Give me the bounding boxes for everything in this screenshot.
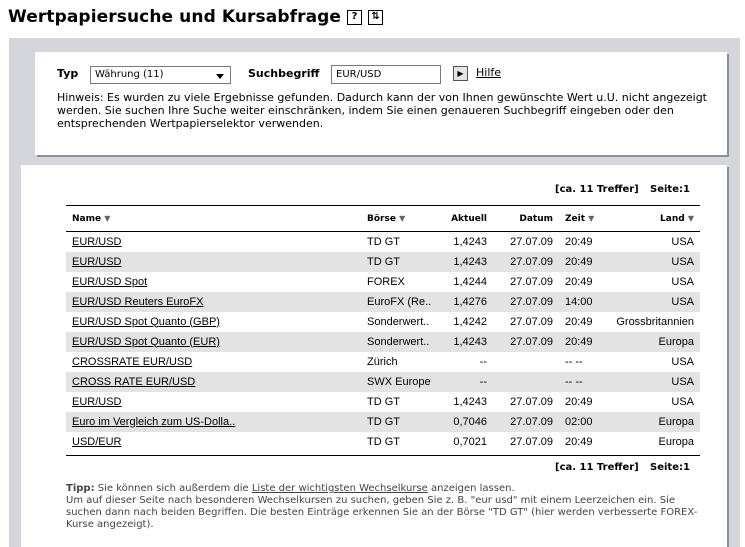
- cell-boerse: TD GT: [367, 435, 400, 448]
- table-header-row: [66, 206, 700, 232]
- cell-aktuell: --: [443, 372, 493, 392]
- cell-name: [66, 252, 361, 272]
- cell-boerse: SWX Europe: [361, 372, 443, 392]
- cell-zeit: 20:49: [565, 235, 593, 248]
- cell-boerse: TD GT: [361, 252, 443, 272]
- col-datum-label: Datum: [519, 213, 553, 224]
- security-link[interactable]: Euro im Vergleich zum US-Dolla..: [72, 415, 236, 428]
- tip-text-after: anzeigen lassen.: [427, 483, 515, 494]
- security-link[interactable]: CROSS RATE EUR/USD: [72, 375, 196, 388]
- cell-land: Europa: [609, 412, 700, 432]
- cell-aktuell: 1,4242: [453, 315, 487, 328]
- help-link[interactable]: Hilfe: [476, 66, 502, 79]
- cell-name: [66, 272, 361, 292]
- cell-aktuell: 1,4243: [453, 395, 487, 408]
- cell-name: [66, 312, 361, 332]
- cell-aktuell: 1,4243: [443, 252, 493, 272]
- cell-datum: 27.07.09: [493, 252, 559, 272]
- cell-name: [66, 392, 361, 412]
- cell-name: [66, 232, 361, 252]
- cell-aktuell: 1,4243: [453, 235, 487, 248]
- table-row[interactable]: [66, 312, 700, 332]
- help-icon[interactable]: ?: [347, 10, 362, 25]
- cell-datum: 27.07.09: [493, 292, 559, 312]
- col-datum: [493, 206, 559, 232]
- search-hint: Hinweis: Es wurden zu viele Ergebnisse gefunden. Dadurch kann der von Ihnen gewünschte Wert u.U. nicht angezeigt werden. Sie suchen Ihre Suche weiter einschränken, indem Sie einen genaueren Suchbegriff eingeben oder den entsprechenden Wertpapierselektor verwenden.: [57, 91, 707, 130]
- cell-name: [66, 352, 361, 372]
- security-link[interactable]: EUR/USD: [72, 235, 122, 248]
- cell-datum: 27.07.09: [493, 412, 559, 432]
- cell-zeit: -- --: [565, 355, 583, 368]
- cell-zeit: -- --: [559, 372, 609, 392]
- cell-aktuell: 1,4243: [443, 332, 493, 352]
- cell-land: Grossbritannien: [616, 315, 694, 328]
- security-link[interactable]: EUR/USD Spot Quanto (GBP): [72, 315, 220, 328]
- swap-icon[interactable]: ⇅: [368, 10, 383, 25]
- tip-text-before: Sie können sich außerdem die: [94, 483, 252, 494]
- cell-boerse: TD GT: [367, 235, 400, 248]
- cell-land: USA: [671, 275, 694, 288]
- cell-zeit: 20:49: [565, 275, 593, 288]
- cell-zeit: 20:49: [559, 252, 609, 272]
- play-arrow-icon: ▶: [457, 69, 464, 78]
- result-count-bottom: [ca. 11 Treffer]: [555, 462, 639, 473]
- table-row[interactable]: [66, 412, 700, 432]
- sort-down-icon: ▼: [687, 213, 694, 223]
- result-count: [ca. 11 Treffer]: [555, 184, 639, 195]
- results-table: [66, 205, 700, 452]
- cell-datum: [493, 352, 559, 372]
- cell-name: [66, 412, 361, 432]
- cell-boerse: EuroFX (Re..: [361, 292, 443, 312]
- search-panel: [35, 52, 727, 155]
- sort-down-icon: ▼: [104, 213, 111, 223]
- cell-name: [66, 292, 361, 312]
- cell-datum: 27.07.09: [493, 332, 559, 352]
- cell-aktuell: --: [479, 355, 487, 368]
- cell-zeit: 02:00: [559, 412, 609, 432]
- cell-land: Europa: [658, 435, 694, 448]
- cell-aktuell: 1,4276: [443, 292, 493, 312]
- cell-aktuell: 0,7046: [443, 412, 493, 432]
- search-submit-button[interactable]: [453, 66, 468, 81]
- typ-select-value: Währung (11): [95, 69, 164, 80]
- cell-boerse: TD GT: [367, 395, 400, 408]
- col-land-label: Land: [660, 213, 685, 224]
- cell-boerse: Sonderwert..: [361, 332, 443, 352]
- chevron-down-icon: [216, 74, 224, 79]
- cell-datum: [493, 372, 559, 392]
- security-link[interactable]: CROSSRATE EUR/USD: [72, 355, 193, 368]
- col-boerse-label: Börse: [367, 213, 396, 224]
- search-input-value: EUR/USD: [336, 69, 382, 80]
- cell-land: USA: [609, 372, 700, 392]
- cell-datum: 27.07.09: [510, 315, 553, 328]
- title-row: [8, 6, 383, 28]
- cell-zeit: 20:49: [565, 435, 593, 448]
- cell-zeit: 20:49: [559, 332, 609, 352]
- security-link[interactable]: EUR/USD Reuters EuroFX: [72, 295, 204, 308]
- cell-boerse: Zürich: [367, 355, 398, 368]
- tip-text: [66, 483, 706, 531]
- exchange-rates-link[interactable]: Liste der wichtigsten Wechselkurse: [251, 483, 428, 494]
- page-indicator-bottom: Seite:1: [650, 462, 690, 473]
- cell-land: USA: [671, 355, 694, 368]
- security-link[interactable]: USD/EUR: [72, 435, 122, 448]
- cell-aktuell: 1,4244: [453, 275, 487, 288]
- col-name[interactable]: [66, 206, 361, 232]
- col-boerse[interactable]: [361, 206, 443, 232]
- tip-line2: Um auf dieser Seite nach besonderen Wechselkursen zu suchen, geben Sie z. B. "eur usd" mit einem Leerzeichen ein. Sie suchen dann nach beiden Begriffen. Die besten Einträge erkennen Sie an der Börse "TD GT" (hier werden verbesserte FOREX-Kurse angezeigt).: [66, 495, 698, 530]
- table-row[interactable]: [66, 252, 700, 272]
- cell-name: [66, 432, 361, 452]
- search-input[interactable]: [331, 65, 441, 84]
- table-row[interactable]: [66, 372, 700, 392]
- cell-land: USA: [671, 395, 694, 408]
- cell-land: Europa: [609, 332, 700, 352]
- sort-down-icon: ▼: [588, 213, 595, 223]
- cell-aktuell: 0,7021: [453, 435, 487, 448]
- security-link[interactable]: EUR/USD: [72, 255, 122, 268]
- security-link[interactable]: EUR/USD Spot: [72, 275, 148, 288]
- col-land[interactable]: [609, 206, 700, 232]
- col-aktuell-label: Aktuell: [451, 213, 487, 224]
- security-link[interactable]: EUR/USD: [72, 395, 122, 408]
- page-indicator: Seite:1: [650, 184, 690, 195]
- table-row[interactable]: [66, 332, 700, 352]
- results-panel: [21, 165, 727, 547]
- cell-zeit: 20:49: [565, 315, 593, 328]
- security-link[interactable]: EUR/USD Spot Quanto (EUR): [72, 335, 220, 348]
- table-row[interactable]: [66, 272, 700, 292]
- cell-boerse: Sonderwert..: [367, 315, 430, 328]
- table-bottom-rule: [66, 455, 700, 456]
- col-zeit-label: Zeit: [565, 213, 586, 224]
- sort-down-icon: ▼: [399, 213, 406, 223]
- cell-land: USA: [609, 252, 700, 272]
- cell-datum: 27.07.09: [510, 435, 553, 448]
- cell-datum: 27.07.09: [510, 395, 553, 408]
- page-title: Wertpapiersuche und Kursabfrage: [8, 7, 342, 27]
- cell-land: USA: [609, 292, 700, 312]
- table-row[interactable]: [66, 292, 700, 312]
- cell-boerse: FOREX: [367, 275, 405, 288]
- cell-land: USA: [671, 235, 694, 248]
- table-row[interactable]: [66, 432, 700, 452]
- cell-zeit: 14:00: [559, 292, 609, 312]
- typ-label: Typ: [57, 67, 79, 80]
- cell-datum: 27.07.09: [510, 275, 553, 288]
- cell-datum: 27.07.09: [510, 235, 553, 248]
- tip-label: Tipp:: [66, 483, 95, 494]
- table-row[interactable]: [66, 392, 700, 412]
- col-zeit[interactable]: [559, 206, 609, 232]
- typ-select[interactable]: [90, 66, 231, 84]
- content-area: [9, 38, 740, 547]
- cell-zeit: 20:49: [565, 395, 593, 408]
- table-row[interactable]: [66, 232, 700, 252]
- cell-boerse: TD GT: [361, 412, 443, 432]
- col-name-label: Name: [72, 213, 102, 224]
- table-row[interactable]: [66, 352, 700, 372]
- suchbegriff-label: Suchbegriff: [248, 67, 320, 80]
- cell-name: [66, 372, 361, 392]
- col-aktuell: [443, 206, 493, 232]
- cell-name: [66, 332, 361, 352]
